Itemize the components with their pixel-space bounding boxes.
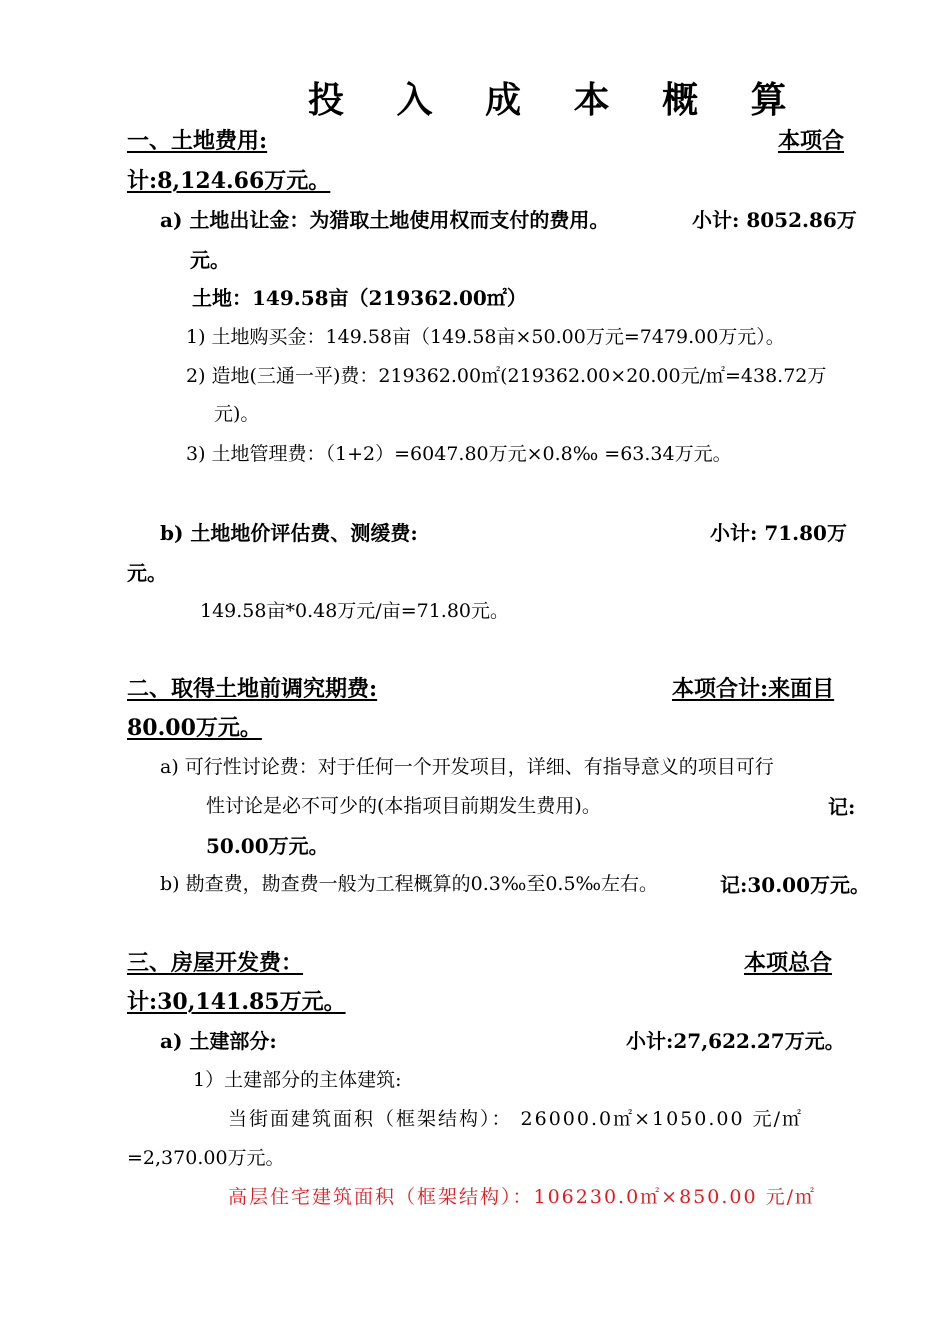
section1-a-label: a) 土地出让金：为猎取土地使用权而支付的费用。 (160, 208, 610, 232)
street-frontage-area: 当街面建筑面积（框架结构）： 26000.0㎡×1050.00 元/㎡ (228, 1108, 804, 1130)
civil-works-label: a) 土建部分: (160, 1029, 277, 1053)
feasibility-study-line2: 性讨论是必不可少的(本指项目前期发生费用)。 (206, 795, 601, 817)
land-management-item: 3) 土地管理费：（1+2）=6047.80万元×0.8‰ =63.34万元。 (186, 443, 732, 465)
section1-b-label: b) 土地地价评估费、测缓费: (160, 521, 418, 545)
section1-total-part1: 本项合 (778, 128, 845, 154)
feasibility-study-amount: 50.00万元。 (206, 834, 329, 858)
section1-a-subtotal-part2: 元。 (190, 248, 230, 272)
land-preparation-item-cont: 元)。 (214, 403, 260, 425)
main-building-item: 1）土建部分的主体建筑: (193, 1069, 402, 1091)
feasibility-study-note: 记: (828, 795, 856, 819)
section2-total-part2: 80.00万元。 (127, 715, 262, 741)
section3-total-part1: 本项总合 (744, 950, 833, 976)
section1-total-part2: 计:8,124.66万元。 (127, 168, 331, 194)
highrise-residential-area: 高层住宅建筑面积（框架结构）：106230.0㎡×850.00 元/㎡ (228, 1186, 817, 1208)
section1-heading: 一、土地费用: (127, 128, 268, 154)
land-appraisal-calc: 149.58亩*0.48万元/亩=71.80元。 (200, 600, 510, 622)
survey-fee-amount: 记:30.00万元。 (720, 873, 871, 897)
section3-total-part2: 计:30,141.85万元。 (127, 989, 346, 1015)
page-title: 投 入 成 本 概 算 (308, 79, 807, 121)
land-area: 土地：149.58亩（219362.00㎡） (192, 286, 527, 310)
section3-heading: 三、房屋开发费： (127, 950, 304, 976)
section2-heading: 二、取得土地前调究期费: (127, 676, 378, 702)
feasibility-study-line1: a) 可行性讨论费：对于任何一个开发项目，详细、有指导意义的项目可行 (160, 756, 774, 778)
section1-a-subtotal-part1: 小计: 8052.86万 (692, 208, 857, 232)
land-purchase-item: 1) 土地购买金：149.58亩（149.58亩×50.00万元=7479.00万元）。 (186, 326, 785, 348)
section2-total-part1: 本项合计:来面目 (672, 676, 835, 702)
land-preparation-item: 2) 造地(三通一平)费：219362.00㎡(219362.00×20.00元/㎡=438.72万 (186, 365, 827, 387)
section1-b-subtotal-part2: 元。 (127, 561, 167, 585)
survey-fee-line: b) 勘查费，勘查费一般为工程概算的0.3‰至0.5‰左右。 (160, 873, 659, 895)
street-frontage-cost: =2,370.00万元。 (127, 1147, 285, 1169)
civil-works-subtotal: 小计:27,622.27万元。 (626, 1029, 845, 1053)
section1-b-subtotal-part1: 小计: 71.80万 (710, 521, 847, 545)
